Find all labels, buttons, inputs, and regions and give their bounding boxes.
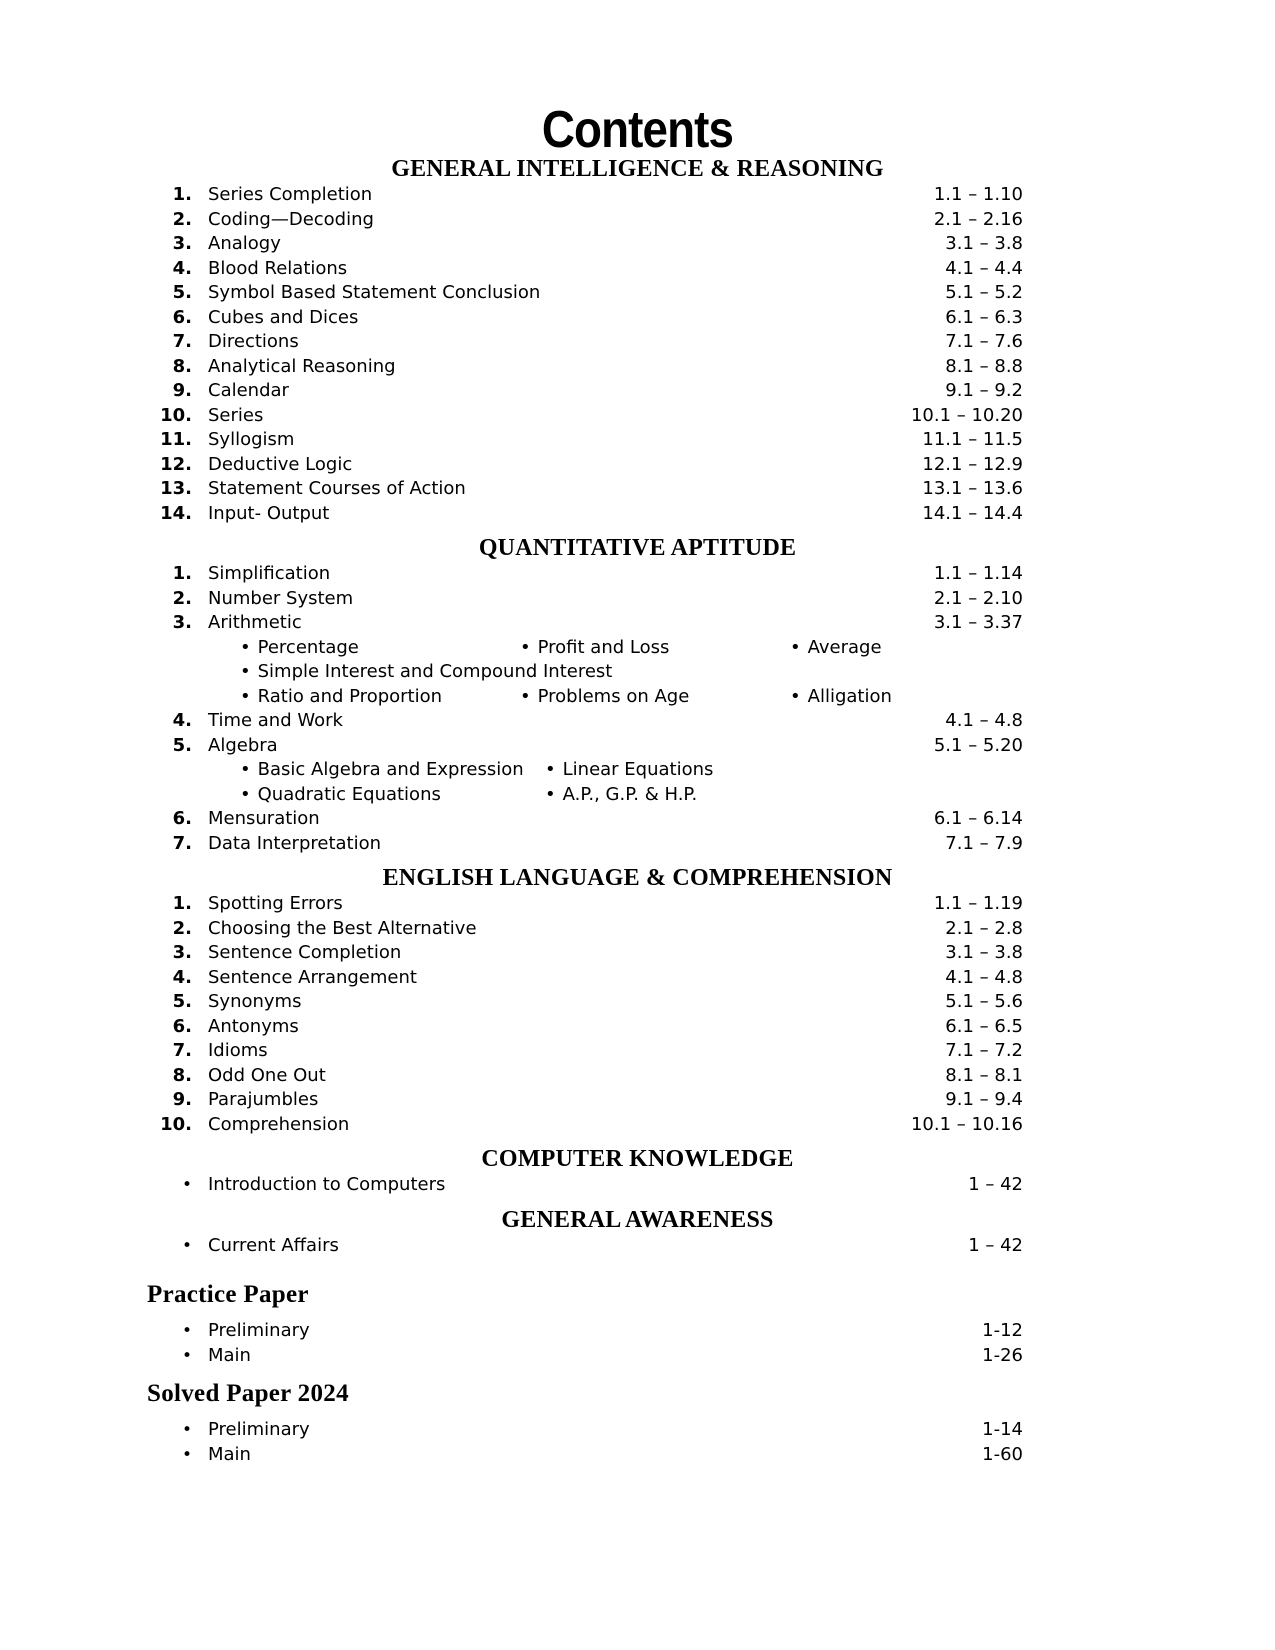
toc-item-row	[145, 453, 1023, 478]
sub-topic	[790, 685, 892, 710]
item-title: Sentence Completion	[208, 942, 402, 963]
item-number: 10.	[160, 404, 192, 426]
sub-topic	[790, 636, 882, 661]
bullet-icon: •	[181, 1444, 192, 1465]
paper-item-row	[145, 1443, 1023, 1468]
bullet-icon: •	[790, 636, 801, 658]
item-title: Calendar	[208, 380, 289, 401]
item-title: Preliminary	[208, 1320, 310, 1341]
sub-topic-label: Percentage	[257, 636, 359, 658]
item-page-range: 4.1 – 4.8	[945, 710, 1023, 731]
item-number: 2.	[172, 208, 192, 230]
item-page-range: 2.1 – 2.10	[933, 587, 1023, 609]
item-title: Current Affairs	[208, 1234, 339, 1256]
item-page-range: 3.1 – 3.8	[945, 942, 1023, 963]
sub-topics-row	[240, 660, 1023, 685]
item-title: Sentence Arrangement	[208, 966, 417, 988]
toc-item-row	[145, 428, 1023, 453]
item-title: Blood Relations	[208, 257, 348, 279]
item-number: 3.	[172, 942, 192, 963]
item-title: Main	[208, 1344, 251, 1366]
item-title: Deductive Logic	[208, 453, 353, 475]
item-title: Cubes and Dices	[208, 306, 359, 328]
bullet-icon: •	[240, 783, 251, 805]
item-number: 2.	[172, 917, 192, 939]
item-number: 4.	[172, 710, 192, 731]
item-title: Input- Output	[208, 502, 330, 524]
bullet-icon: •	[790, 685, 801, 707]
bullet-icon: •	[520, 685, 531, 707]
sub-topic-label: Problems on Age	[537, 685, 690, 707]
item-page-range: 5.1 – 5.2	[945, 282, 1023, 303]
item-number: 5.	[172, 734, 192, 756]
toc-item-row	[145, 1039, 1023, 1064]
item-number: 14.	[160, 502, 192, 524]
sub-topic	[240, 685, 520, 710]
item-page-range: 7.1 – 7.2	[945, 1040, 1023, 1061]
toc-item-row	[145, 1173, 1023, 1198]
item-page-range: 3.1 – 3.8	[945, 233, 1023, 254]
toc-item-row	[145, 232, 1023, 257]
toc-item-row	[145, 611, 1023, 636]
item-title: Syllogism	[208, 429, 295, 450]
sub-topics-row	[240, 783, 1023, 808]
item-page-range: 9.1 – 9.2	[945, 380, 1023, 401]
item-page-range: 1-26	[982, 1344, 1023, 1366]
toc-item-row	[145, 917, 1023, 942]
sub-topic-label: Quadratic Equations	[257, 783, 441, 805]
toc-item-row	[145, 183, 1023, 208]
item-page-range: 1 – 42	[968, 1234, 1023, 1256]
item-title: Series	[208, 404, 264, 426]
paper-item-row	[145, 1418, 1023, 1443]
paper-items-group	[0, 1418, 1275, 1467]
item-number: 10.	[160, 1113, 192, 1135]
section-heading: COMPUTER KNOWLEDGE	[481, 1146, 794, 1172]
item-number: 7.	[172, 832, 192, 854]
bullet-icon: •	[240, 759, 251, 780]
item-page-range: 6.1 – 6.14	[933, 808, 1023, 829]
section-heading: ENGLISH LANGUAGE & COMPREHENSION	[382, 865, 893, 891]
item-page-range: 1-12	[982, 1320, 1023, 1341]
sub-topic-label: Linear Equations	[562, 759, 714, 780]
sub-topics-row	[240, 636, 1023, 661]
item-page-range: 1.1 – 1.10	[933, 184, 1023, 205]
item-title: Preliminary	[208, 1419, 310, 1440]
item-title: Comprehension	[208, 1113, 350, 1135]
item-number: 13.	[160, 478, 192, 499]
bullet-icon: •	[181, 1345, 192, 1366]
item-title: Directions	[208, 331, 299, 352]
toc-item-row	[145, 281, 1023, 306]
item-title: Time and Work	[208, 710, 343, 731]
item-title: Analytical Reasoning	[208, 355, 396, 377]
item-page-range: 4.1 – 4.8	[945, 966, 1023, 988]
item-title: Number System	[208, 587, 354, 609]
sub-topic	[240, 636, 520, 661]
item-page-range: 6.1 – 6.5	[945, 1015, 1023, 1037]
item-page-range: 1.1 – 1.14	[933, 563, 1023, 584]
paper-item-row	[145, 1319, 1023, 1344]
item-number: 1.	[172, 184, 192, 205]
bullet-icon: •	[181, 1235, 192, 1256]
item-title: Series Completion	[208, 184, 373, 205]
item-title: Symbol Based Statement Conclusion	[208, 282, 541, 303]
sub-topic	[520, 685, 790, 710]
sub-topic-label: Profit and Loss	[537, 636, 670, 658]
toc-item-row	[145, 404, 1023, 429]
bullet-icon: •	[181, 1321, 192, 1341]
item-title: Simplification	[208, 563, 331, 584]
toc-item-row	[145, 1015, 1023, 1040]
paper-heading: Practice Paper	[147, 1281, 309, 1308]
section-heading: QUANTITATIVE APTITUDE	[478, 535, 797, 561]
sub-topic	[520, 636, 790, 661]
item-title: Statement Courses of Action	[208, 478, 466, 499]
item-title: Parajumbles	[208, 1089, 319, 1110]
item-title: Idioms	[208, 1040, 268, 1061]
sub-topic-label: Alligation	[807, 685, 892, 707]
item-title: Mensuration	[208, 808, 320, 829]
item-number: 8.	[172, 1064, 192, 1086]
paper-heading: Solved Paper 2024	[147, 1380, 349, 1407]
item-title: Data Interpretation	[208, 832, 382, 854]
item-number: 4.	[172, 257, 192, 279]
sub-topic-label: Ratio and Proportion	[257, 685, 443, 707]
item-page-range: 1-14	[982, 1419, 1023, 1440]
toc-item-row	[145, 355, 1023, 380]
item-title: Algebra	[208, 734, 278, 756]
toc-item-row	[145, 1113, 1023, 1138]
bullet-icon: •	[545, 759, 556, 780]
item-page-range: 11.1 – 11.5	[922, 429, 1023, 450]
toc-item-row	[145, 477, 1023, 502]
bullet-icon: •	[520, 636, 531, 658]
item-title: Antonyms	[208, 1015, 299, 1037]
toc-item-row	[145, 990, 1023, 1015]
sub-topic	[240, 660, 612, 685]
item-number: 1.	[172, 563, 192, 584]
item-number: 6.	[172, 306, 192, 328]
sub-topic	[240, 783, 545, 808]
sub-topic-label: Simple Interest and Compound Interest	[257, 661, 613, 682]
item-number: 9.	[172, 1089, 192, 1110]
sub-topics-row	[240, 758, 1023, 783]
item-number: 6.	[172, 808, 192, 829]
item-page-range: 3.1 – 3.37	[933, 612, 1023, 633]
item-number: 8.	[172, 355, 192, 377]
item-page-range: 2.1 – 2.16	[933, 208, 1023, 230]
item-page-range: 7.1 – 7.6	[945, 331, 1023, 352]
item-page-range: 14.1 – 14.4	[922, 502, 1023, 524]
item-number: 2.	[172, 587, 192, 609]
item-page-range: 6.1 – 6.3	[945, 306, 1023, 328]
item-page-range: 8.1 – 8.1	[945, 1064, 1023, 1086]
toc-item-row	[145, 1088, 1023, 1113]
item-page-range: 10.1 – 10.16	[910, 1113, 1023, 1135]
toc-item-row	[145, 709, 1023, 734]
toc-item-row	[145, 587, 1023, 612]
item-title: Coding—Decoding	[208, 208, 374, 230]
item-number: 1.	[172, 893, 192, 914]
item-title: Synonyms	[208, 991, 302, 1012]
toc-item-row	[145, 1064, 1023, 1089]
item-number: 3.	[172, 612, 192, 633]
toc-item-row	[145, 306, 1023, 331]
bullet-icon: •	[240, 661, 251, 682]
item-number: 4.	[172, 966, 192, 988]
toc-item-row	[145, 941, 1023, 966]
item-page-range: 4.1 – 4.4	[945, 257, 1023, 279]
toc-item-row	[145, 502, 1023, 527]
item-page-range: 1 – 42	[968, 1174, 1023, 1195]
item-page-range: 13.1 – 13.6	[922, 478, 1023, 499]
item-title: Choosing the Best Alternative	[208, 917, 477, 939]
item-title: Spotting Errors	[208, 893, 343, 914]
item-number: 9.	[172, 380, 192, 401]
sub-topics-row	[240, 685, 1023, 710]
paper-sections	[0, 1280, 1275, 1467]
item-page-range: 2.1 – 2.8	[945, 917, 1023, 939]
item-page-range: 1.1 – 1.19	[933, 893, 1023, 914]
item-page-range: 1-60	[982, 1443, 1023, 1465]
sub-topic	[240, 758, 545, 783]
item-number: 11.	[160, 429, 192, 450]
item-title: Odd One Out	[208, 1064, 326, 1086]
toc-item-row	[145, 734, 1023, 759]
item-number: 5.	[172, 282, 192, 303]
item-number: 7.	[172, 1040, 192, 1061]
sub-topic	[545, 783, 697, 808]
item-number: 5.	[172, 991, 192, 1012]
paper-item-row	[145, 1344, 1023, 1369]
item-number: 6.	[172, 1015, 192, 1037]
section-heading: GENERAL AWARENESS	[501, 1206, 774, 1233]
toc-item-row	[145, 892, 1023, 917]
toc-item-row	[145, 966, 1023, 991]
paper-items-group	[0, 1319, 1275, 1368]
item-page-range: 8.1 – 8.8	[945, 355, 1023, 377]
item-page-range: 9.1 – 9.4	[945, 1089, 1023, 1110]
item-title: Arithmetic	[208, 612, 302, 633]
bullet-icon: •	[181, 1420, 192, 1440]
item-number: 12.	[160, 453, 192, 475]
bullet-icon: •	[240, 685, 251, 707]
toc-item-row	[145, 257, 1023, 282]
item-page-range: 5.1 – 5.6	[945, 991, 1023, 1012]
section-heading: GENERAL INTELLIGENCE & REASONING	[391, 156, 884, 182]
bullet-icon: •	[545, 783, 556, 805]
page-title: Contents	[541, 101, 734, 159]
item-page-range: 12.1 – 12.9	[922, 453, 1023, 475]
bullet-icon: •	[181, 1175, 192, 1195]
item-title: Analogy	[208, 233, 281, 254]
sub-topic-label: Average	[807, 636, 882, 658]
toc-item-row	[145, 832, 1023, 857]
item-number: 7.	[172, 331, 192, 352]
toc-item-row	[145, 1234, 1023, 1259]
bullet-icon: •	[240, 636, 251, 658]
sub-topic-label: A.P., G.P. & H.P.	[562, 783, 698, 805]
item-page-range: 10.1 – 10.20	[910, 404, 1023, 426]
item-page-range: 5.1 – 5.20	[933, 734, 1023, 756]
item-page-range: 7.1 – 7.9	[945, 832, 1023, 854]
toc-item-row	[145, 807, 1023, 832]
item-title: Introduction to Computers	[208, 1174, 446, 1195]
sub-topic-label: Basic Algebra and Expression	[257, 759, 524, 780]
item-title: Main	[208, 1443, 251, 1465]
toc-item-row	[145, 330, 1023, 355]
toc-item-row	[145, 562, 1023, 587]
toc-sections	[0, 156, 1275, 1258]
item-number: 3.	[172, 233, 192, 254]
toc-item-row	[145, 208, 1023, 233]
toc-item-row	[145, 379, 1023, 404]
sub-topic	[545, 758, 713, 783]
